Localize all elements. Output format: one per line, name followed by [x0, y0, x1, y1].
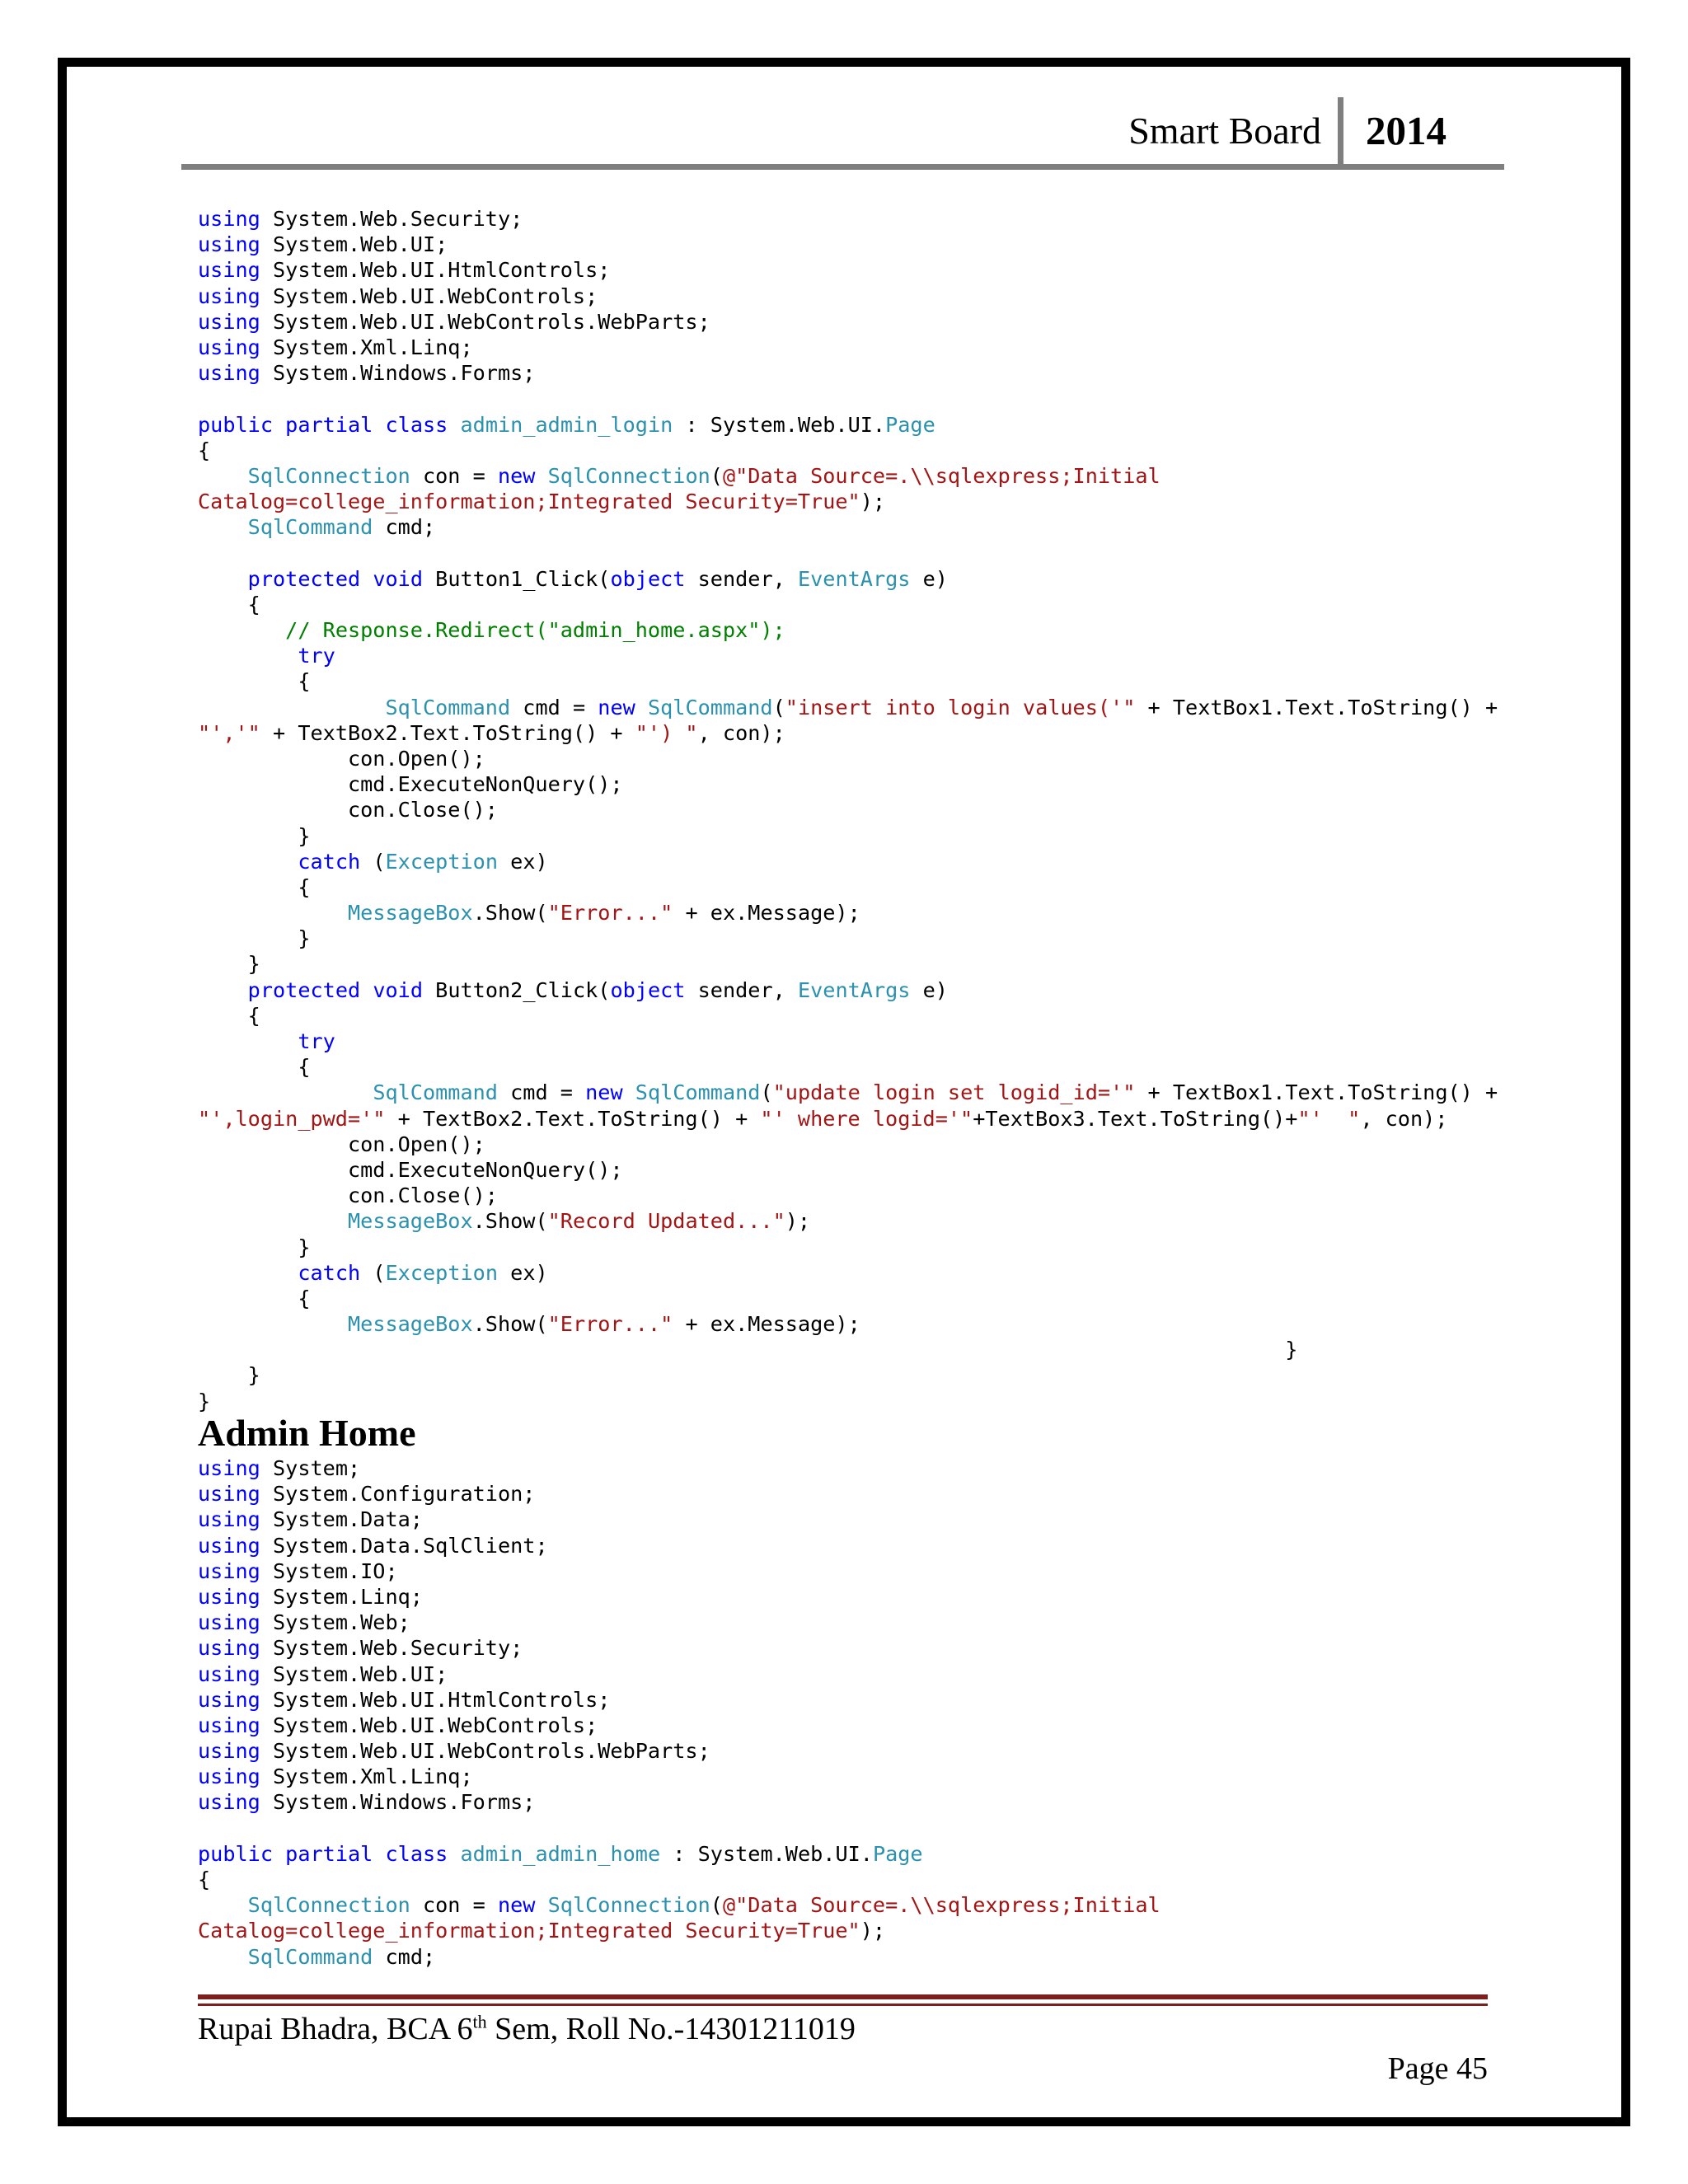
code-token — [198, 1080, 373, 1104]
code-token: } — [198, 1389, 211, 1413]
code-token: System.Web.UI.WebControls; — [260, 1713, 598, 1737]
code-token: cmd; — [373, 1944, 436, 1969]
code-token — [535, 464, 547, 488]
code-line — [198, 874, 1498, 900]
code-line — [198, 1635, 1160, 1661]
code-token: using — [198, 1739, 260, 1764]
code-line — [198, 1816, 1160, 1841]
code-token: catch — [298, 849, 361, 874]
code-token: SqlCommand — [635, 1080, 761, 1105]
code-token: Button1_Click( — [423, 566, 611, 591]
code-line — [198, 1311, 1498, 1337]
code-token: SqlCommand — [247, 1944, 373, 1969]
code-token — [448, 1842, 460, 1866]
code-token: + TextBox1.Text.ToString() + — [1135, 695, 1498, 719]
code-token: "') " — [635, 720, 698, 745]
code-token: System.Windows.Forms; — [260, 361, 536, 386]
code-token: "',login_pwd='" — [198, 1106, 386, 1131]
code-token: cmd = — [510, 695, 598, 719]
code-token: @"Data Source=.\\sqlexpress;Initial — [722, 1893, 1160, 1918]
code-line — [198, 1584, 1160, 1610]
code-line — [198, 926, 1498, 951]
code-line — [198, 1003, 1498, 1029]
code-token: ); — [860, 1919, 886, 1943]
code-token: ( — [360, 849, 386, 874]
code-token: // Response.Redirect("admin_home.aspx"); — [285, 618, 785, 642]
code-token: using — [198, 1790, 260, 1815]
code-token — [360, 567, 373, 591]
code-line — [198, 360, 1498, 386]
code-token — [198, 1312, 348, 1336]
code-token — [198, 464, 248, 488]
code-token: class — [385, 412, 448, 437]
code-token: System.IO; — [260, 1558, 398, 1583]
code-token: } — [198, 926, 311, 951]
code-token: ( — [772, 695, 785, 719]
code-line — [198, 412, 1498, 438]
code-token: @"Data Source=.\\sqlexpress;Initial — [722, 463, 1160, 488]
page-number: Page 45 — [1387, 2051, 1488, 2086]
code-token: System.Linq; — [260, 1584, 423, 1609]
code-token: { — [198, 592, 260, 616]
code-token: using — [198, 1482, 260, 1507]
code-token: } — [198, 1363, 260, 1388]
code-line — [198, 1080, 1498, 1105]
code-token: System.Data.SqlClient; — [260, 1533, 548, 1558]
code-token: con = — [410, 1893, 498, 1918]
code-line — [198, 232, 1498, 257]
code-line — [198, 900, 1498, 926]
code-token: System.Web.Security; — [260, 207, 523, 231]
code-token: Button2_Click( — [423, 977, 611, 1002]
code-line — [198, 1183, 1498, 1208]
code-token — [198, 1893, 248, 1917]
code-token: System.Windows.Forms; — [260, 1790, 536, 1815]
code-token: ); — [785, 1209, 811, 1234]
code-line — [198, 695, 1498, 720]
code-token: } — [198, 952, 260, 977]
code-line — [198, 1610, 1160, 1635]
code-token — [198, 1261, 298, 1285]
code-line — [198, 617, 1498, 643]
code-line — [198, 823, 1498, 849]
code-token: using — [198, 1661, 260, 1686]
code-token: Page — [872, 1841, 923, 1866]
code-token: System; — [260, 1456, 361, 1480]
code-token: { — [198, 1055, 311, 1080]
code-token: using — [198, 1507, 260, 1532]
code-token: Catalog=college_information;Integrated Security=True" — [198, 1919, 860, 1943]
code-line — [198, 1738, 1160, 1764]
code-line — [198, 1337, 1498, 1362]
code-line — [198, 720, 1498, 746]
code-token — [273, 1842, 285, 1866]
code-line — [198, 1944, 1160, 1970]
code-line — [198, 1106, 1498, 1132]
code-token: System.Web.UI; — [260, 232, 448, 257]
code-token: System.Configuration; — [260, 1482, 536, 1507]
code-token: System.Web.UI.HtmlControls; — [260, 1687, 611, 1712]
code-line — [198, 540, 1498, 565]
code-token — [535, 1893, 547, 1917]
code-token: System.Web.UI.WebControls.WebParts; — [260, 1739, 710, 1764]
code-token: using — [198, 1584, 260, 1609]
code-token: "' " — [1297, 1106, 1361, 1131]
code-token: con.Open(); — [198, 746, 485, 771]
code-line — [198, 489, 1498, 514]
footer-author-suffix: Sem, Roll No.-14301211019 — [486, 2012, 856, 2046]
code-token: using — [198, 1610, 260, 1635]
code-line — [198, 1029, 1498, 1054]
code-token: using — [198, 207, 260, 231]
code-token: } — [198, 823, 311, 848]
code-token: SqlConnection — [247, 463, 410, 488]
code-token: ( — [760, 1080, 773, 1105]
code-token: } — [198, 1235, 311, 1259]
code-token: : System.Web.UI. — [673, 412, 886, 437]
code-token: ); — [860, 490, 886, 514]
code-token — [635, 696, 648, 719]
code-token: using — [198, 232, 260, 257]
code-token: "Error..." — [547, 1312, 673, 1337]
code-token: using — [198, 335, 260, 359]
code-line — [198, 1764, 1160, 1789]
code-line — [198, 1054, 1498, 1080]
code-token: { — [198, 1003, 260, 1028]
footer-rule — [198, 1994, 1488, 2006]
code-token — [198, 618, 285, 642]
code-token: try — [298, 1029, 335, 1053]
code-token: System.Web; — [260, 1610, 410, 1635]
code-token: "update login set logid_id='" — [772, 1080, 1136, 1105]
code-line — [198, 849, 1498, 874]
code-line — [198, 1455, 1160, 1481]
code-token: + TextBox1.Text.ToString() + — [1135, 1080, 1498, 1105]
code-token: cmd.ExecuteNonQuery(); — [198, 772, 623, 797]
code-token: : System.Web.UI. — [660, 1841, 873, 1866]
code-line — [198, 977, 1498, 1003]
code-token: e) — [910, 977, 948, 1002]
code-line — [198, 309, 1498, 335]
code-token: Page — [885, 412, 935, 437]
code-line — [198, 257, 1498, 283]
code-line — [198, 1867, 1160, 1892]
code-line — [198, 1789, 1160, 1815]
code-token: using — [198, 361, 260, 386]
code-token: .Show( — [472, 1312, 548, 1337]
page-header — [181, 97, 1504, 170]
code-token: System.Xml.Linq; — [260, 335, 473, 359]
code-token: { — [198, 1286, 311, 1310]
code-line — [198, 566, 1498, 592]
code-token: + TextBox2.Text.ToString() + — [260, 720, 635, 745]
code-token: new — [497, 463, 536, 488]
code-line — [198, 1157, 1498, 1183]
code-token: cmd = — [497, 1080, 586, 1105]
code-token: e) — [910, 566, 948, 591]
code-token: SqlCommand — [247, 515, 373, 540]
code-token: System.Web.UI; — [260, 1661, 448, 1686]
code-line — [198, 1132, 1498, 1157]
code-token: using — [198, 1558, 260, 1583]
code-token: cmd; — [373, 515, 436, 540]
header-title: Smart Board — [1128, 110, 1321, 152]
code-line — [198, 643, 1498, 668]
code-token: { — [198, 438, 211, 462]
code-token: +TextBox3.Text.ToString()+ — [973, 1106, 1298, 1131]
code-line — [198, 514, 1498, 540]
code-line — [198, 1362, 1498, 1388]
code-block-admin-home — [198, 1455, 1160, 1970]
code-token: MessageBox — [347, 1312, 473, 1337]
code-token: new — [497, 1893, 536, 1918]
code-line — [198, 1208, 1498, 1234]
code-token: System.Web.UI.WebControls.WebParts; — [260, 309, 710, 334]
code-token: SqlCommand — [373, 1080, 498, 1105]
code-token: protected — [247, 977, 361, 1002]
code-line — [198, 1481, 1160, 1507]
code-line — [198, 1687, 1160, 1713]
code-token — [198, 1209, 348, 1233]
code-token: con.Close(); — [198, 1183, 498, 1208]
code-token: sender, — [685, 566, 798, 591]
code-token: System.Web.UI.WebControls; — [260, 284, 598, 308]
code-line — [198, 1841, 1160, 1867]
code-line — [198, 463, 1498, 489]
code-line — [198, 386, 1498, 411]
code-line — [198, 797, 1498, 823]
code-token: using — [198, 284, 260, 308]
code-token: ( — [710, 1893, 723, 1918]
code-token: partial — [285, 412, 373, 437]
code-token — [198, 978, 248, 1002]
code-token: "insert into login values('" — [785, 695, 1136, 719]
code-token: System.Web.UI.HtmlControls; — [260, 258, 611, 283]
code-token: using — [198, 258, 260, 283]
code-line — [198, 1558, 1160, 1584]
code-token — [373, 413, 385, 437]
code-token: using — [198, 309, 260, 334]
code-token: con = — [410, 463, 498, 488]
footer-author — [198, 2011, 856, 2047]
code-token: SqlCommand — [385, 695, 511, 719]
code-token: cmd.ExecuteNonQuery(); — [198, 1157, 623, 1182]
code-token: , con); — [697, 720, 785, 745]
code-token: "Record Updated..." — [547, 1209, 785, 1234]
code-token: { — [198, 874, 311, 899]
header-year: 2014 — [1366, 108, 1447, 153]
code-token: + ex.Message); — [673, 901, 860, 926]
code-line — [198, 1235, 1498, 1260]
code-token: object — [610, 566, 686, 591]
code-token — [198, 567, 248, 591]
code-token: new — [598, 695, 635, 719]
code-token: .Show( — [472, 1209, 548, 1234]
code-line — [198, 1713, 1160, 1738]
code-token: try — [298, 644, 335, 668]
code-token: Exception — [385, 1260, 498, 1285]
code-line — [198, 1661, 1160, 1687]
code-token: object — [610, 977, 686, 1002]
code-line — [198, 1286, 1498, 1311]
code-token: ex) — [497, 849, 548, 874]
code-token: System.Data; — [260, 1507, 423, 1532]
code-token — [273, 413, 285, 437]
code-line — [198, 284, 1498, 309]
code-token: sender, — [685, 977, 798, 1002]
code-line — [198, 1260, 1498, 1286]
footer-author-sup: th — [472, 2011, 487, 2032]
code-token: ( — [710, 463, 723, 488]
code-line — [198, 668, 1498, 694]
code-line — [198, 1533, 1160, 1558]
code-token: ex) — [497, 1260, 548, 1285]
code-token: class — [385, 1841, 448, 1866]
code-line — [198, 592, 1498, 617]
code-token: "','" — [198, 720, 260, 745]
code-line — [198, 1892, 1160, 1918]
code-token: catch — [298, 1260, 361, 1285]
code-token: "Error..." — [547, 901, 673, 926]
code-block-admin-login — [198, 206, 1498, 1414]
code-token — [623, 1080, 635, 1104]
code-token: using — [198, 1687, 260, 1712]
code-token — [373, 1842, 385, 1866]
code-token — [198, 850, 298, 874]
code-token: .Show( — [472, 901, 548, 926]
code-token: con.Close(); — [198, 798, 498, 823]
code-token: protected — [247, 566, 361, 591]
code-line — [198, 1918, 1160, 1943]
code-line — [198, 335, 1498, 360]
code-token: { — [198, 669, 311, 694]
code-token: void — [373, 977, 423, 1002]
code-token: , con); — [1360, 1106, 1448, 1131]
code-token: using — [198, 1456, 260, 1480]
code-token — [360, 978, 373, 1002]
code-token: EventArgs — [797, 977, 911, 1002]
code-token: SqlCommand — [647, 695, 773, 719]
code-token: void — [373, 566, 423, 591]
code-token — [448, 413, 460, 437]
code-token: using — [198, 1713, 260, 1737]
code-token: "' where logid='" — [760, 1106, 973, 1131]
code-token: SqlConnection — [547, 1893, 710, 1918]
code-token — [198, 515, 248, 539]
code-token: System.Xml.Linq; — [260, 1765, 473, 1789]
code-token — [198, 1029, 298, 1053]
code-token: using — [198, 1636, 260, 1661]
code-token — [198, 1945, 248, 1969]
code-token: public — [198, 1841, 273, 1866]
code-token: SqlConnection — [247, 1893, 410, 1918]
code-token: Exception — [385, 849, 498, 874]
code-token: MessageBox — [347, 901, 473, 926]
code-line — [198, 771, 1498, 797]
code-token: { — [198, 1868, 211, 1891]
code-token: public — [198, 412, 273, 437]
code-token: ( — [360, 1260, 386, 1285]
code-token: } — [198, 1338, 1298, 1362]
code-token — [198, 901, 348, 925]
code-line — [198, 1507, 1160, 1532]
code-token: admin_admin_login — [460, 412, 673, 437]
code-token: partial — [285, 1841, 373, 1866]
code-line — [198, 206, 1498, 232]
code-token: using — [198, 1533, 260, 1558]
section-heading: Admin Home — [198, 1412, 416, 1454]
code-token — [198, 644, 298, 668]
code-token — [198, 696, 385, 719]
code-token: con.Open(); — [198, 1132, 485, 1156]
code-line — [198, 951, 1498, 977]
code-token: MessageBox — [347, 1209, 473, 1234]
code-line — [198, 438, 1498, 463]
footer-author-prefix: Rupai Bhadra, BCA 6 — [198, 2012, 473, 2046]
code-token: System.Web.Security; — [260, 1636, 523, 1661]
code-token: + TextBox2.Text.ToString() + — [385, 1106, 761, 1131]
code-token: admin_admin_home — [460, 1841, 661, 1866]
code-token: EventArgs — [797, 566, 911, 591]
code-token: SqlConnection — [547, 463, 710, 488]
code-token: new — [585, 1080, 623, 1105]
header-separator — [1338, 97, 1343, 164]
code-line — [198, 746, 1498, 771]
code-token: using — [198, 1765, 260, 1789]
code-token: Catalog=college_information;Integrated Security=True" — [198, 490, 860, 514]
code-token: + ex.Message); — [673, 1312, 860, 1337]
